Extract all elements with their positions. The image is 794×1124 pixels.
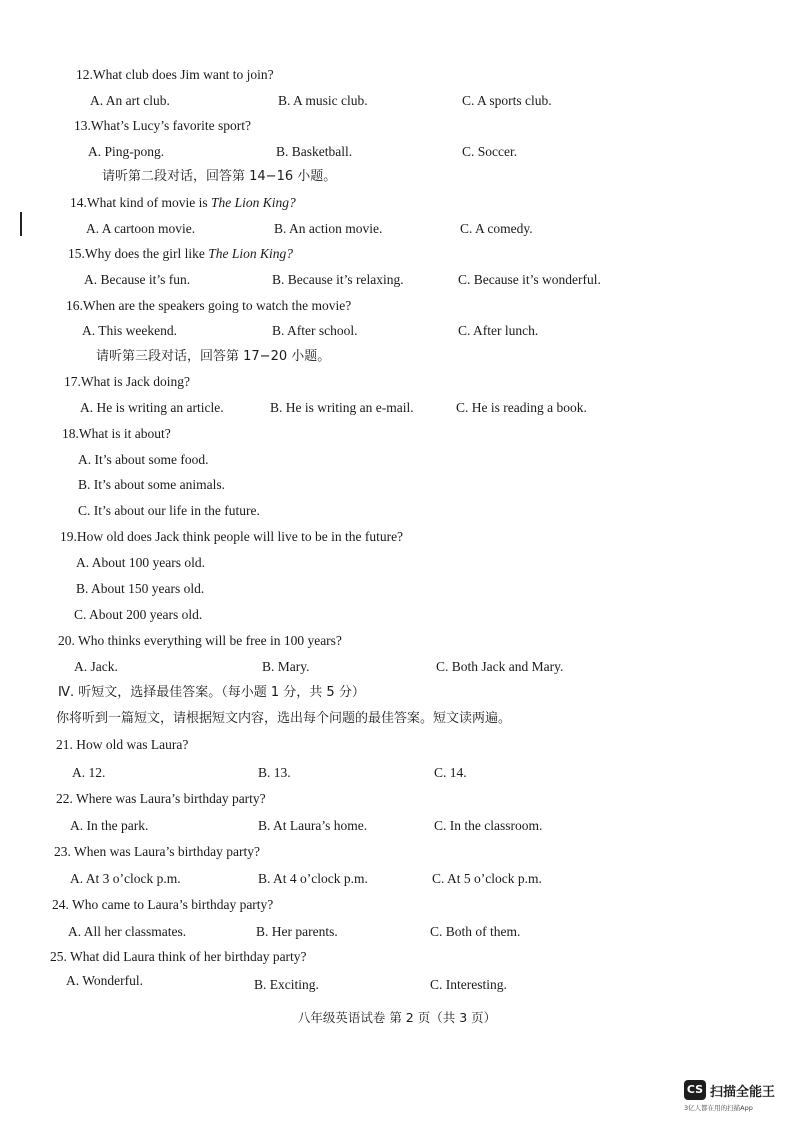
q25-option-b: B. Exciting. [254,977,319,992]
q19-option-b: B. About 150 years old. [76,581,205,596]
q15-option-a: A. Because it’s fun. [84,272,191,287]
instruction-dialog-3: 请听第三段对话，回答第 17−20 小题。 [96,349,331,364]
q25-option-a: A. Wonderful. [66,973,144,988]
q17-option-b: B. He is writing an e-mail. [270,400,414,415]
q19-option-c: C. About 200 years old. [74,607,203,622]
q20-option-c: C. Both Jack and Mary. [436,659,564,674]
q18-option-b: B. It’s about some animals. [78,477,225,492]
question-23: 23. When was Laura’s birthday party? [54,844,260,859]
q12-option-a: A. An art club. [90,93,170,108]
q12-option-b: B. A music club. [278,93,368,108]
q23-option-c: C. At 5 o’clock p.m. [432,871,542,886]
q19-option-a: A. About 100 years old. [76,555,205,570]
section-4-description: 你将听到一篇短文，请根据短文内容，选出每个问题的最佳答案。短文读两遍。 [56,711,512,726]
q13-option-c: C. Soccer. [462,144,518,159]
question-18: 18.What is it about? [62,426,171,441]
page-footer: 八年级英语试卷 第 2 页（共 3 页） [297,1010,497,1025]
q18-option-c: C. It’s about our life in the future. [78,503,260,518]
q16-option-a: A. This weekend. [82,323,177,338]
q20-option-b: B. Mary. [262,659,310,674]
q13-option-a: A. Ping-pong. [88,144,165,159]
q21-option-b: B. 13. [258,765,291,780]
question-22: 22. Where was Laura’s birthday party? [56,791,266,806]
q24-option-b: B. Her parents. [256,924,338,939]
q12-option-c: C. A sports club. [462,93,552,108]
question-16: 16.When are the speakers going to watch the movie? [66,298,352,313]
watermark-app-name: 扫描全能王 [710,1085,776,1100]
q18-option-a: A. It’s about some food. [78,452,209,467]
question-14: 14.What kind of movie is The Lion King? [70,195,296,210]
q25-option-c: C. Interesting. [430,977,507,992]
q23-option-b: B. At 4 o’clock p.m. [258,871,368,886]
q15-option-c: C. Because it’s wonderful. [458,272,601,287]
q24-option-a: A. All her classmates. [68,924,187,939]
question-15: 15.Why does the girl like The Lion King? [68,246,293,261]
margin-mark [20,212,22,236]
question-17: 17.What is Jack doing? [64,374,190,389]
q15-option-b: B. Because it’s relaxing. [272,272,404,287]
q21-option-a: A. 12. [72,765,106,780]
q22-option-c: C. In the classroom. [434,818,543,833]
q21-option-c: C. 14. [434,765,467,780]
q14-option-b: B. An action movie. [274,221,383,236]
q24-option-c: C. Both of them. [430,924,521,939]
q23-option-a: A. At 3 o’clock p.m. [70,871,181,886]
question-25: 25. What did Laura think of her birthday party? [50,949,307,964]
q22-option-a: A. In the park. [70,818,149,833]
watermark-tagline: 3亿人都在用的扫描App [684,1104,753,1112]
question-13: 13.What’s Lucy’s favorite sport? [74,118,251,133]
question-12: 12.What club does Jim want to join? [76,67,274,82]
cs-logo-icon: CS [684,1080,706,1100]
q17-option-c: C. He is reading a book. [456,400,587,415]
question-21: 21. How old was Laura? [56,737,189,752]
instruction-dialog-2: 请听第二段对话，回答第 14−16 小题。 [102,169,337,184]
section-4-title: Ⅳ. 听短文，选择最佳答案。（每小题 1 分，共 5 分） [58,685,365,700]
question-20: 20. Who thinks everything will be free in 100 years? [58,633,342,648]
q22-option-b: B. At Laura’s home. [258,818,368,833]
q16-option-b: B. After school. [272,323,358,338]
scanner-watermark [684,1078,788,1118]
q14-option-a: A. A cartoon movie. [86,221,196,236]
q16-option-c: C. After lunch. [458,323,539,338]
question-19: 19.How old does Jack think people will live to be in the future? [60,529,404,544]
q20-option-a: A. Jack. [74,659,118,674]
q17-option-a: A. He is writing an article. [80,400,224,415]
question-24: 24. Who came to Laura’s birthday party? [52,897,274,912]
q13-option-b: B. Basketball. [276,144,353,159]
q14-option-c: C. A comedy. [460,221,533,236]
